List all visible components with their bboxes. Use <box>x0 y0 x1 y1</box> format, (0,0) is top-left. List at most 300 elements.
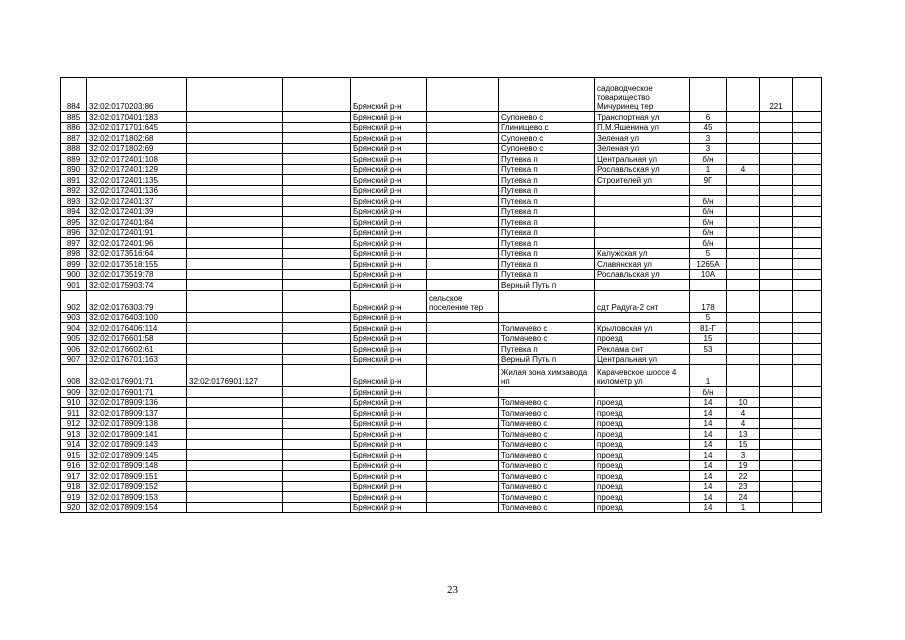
district-cell: Брянский р-н <box>351 280 427 291</box>
house-number-cell: 3 <box>690 143 727 154</box>
empty-cell <box>793 78 822 112</box>
street-cell: Центральная ул <box>595 354 690 365</box>
empty-cell <box>793 280 822 291</box>
table-row <box>61 280 822 291</box>
empty-cell <box>283 450 351 461</box>
street-cell: проезд <box>595 418 690 429</box>
empty-cell <box>793 217 822 228</box>
building-number-cell: 22 <box>727 471 760 482</box>
table-row <box>61 481 822 492</box>
cadastral-number-cell: 32:02:0178909:151 <box>87 471 187 482</box>
linked-cadastral-number-cell <box>187 323 283 334</box>
empty-cell <box>793 259 822 270</box>
street-cell: Транспортная ул <box>595 112 690 123</box>
street-cell: Рославльская ул <box>595 269 690 280</box>
locality-cell: Супонево с <box>499 112 595 123</box>
cadastral-number-cell: 32:02:0176602:61 <box>87 344 187 355</box>
cadastral-number-cell: 32:02:0178909:137 <box>87 408 187 419</box>
table-body <box>61 78 822 513</box>
table-row <box>61 429 822 440</box>
locality-cell: Толмачево с <box>499 429 595 440</box>
table-row <box>61 269 822 280</box>
table-row <box>61 387 822 398</box>
linked-cadastral-number-cell <box>187 408 283 419</box>
house-number-cell: 3 <box>690 133 727 144</box>
table-row <box>61 408 822 419</box>
empty-cell <box>283 133 351 144</box>
house-number-cell: 14 <box>690 408 727 419</box>
linked-cadastral-number-cell <box>187 492 283 503</box>
district-cell: Брянский р-н <box>351 164 427 175</box>
cadastral-number-cell: 32:02:0172401:129 <box>87 164 187 175</box>
apartment-number-cell <box>760 259 793 270</box>
street-cell <box>595 217 690 228</box>
district-cell: Брянский р-н <box>351 259 427 270</box>
row-number-cell: 890 <box>61 164 87 175</box>
apartment-number-cell <box>760 460 793 471</box>
empty-cell <box>283 418 351 429</box>
table-row <box>61 227 822 238</box>
cadastral-number-cell: 32:02:0176403:100 <box>87 312 187 323</box>
district-cell: Брянский р-н <box>351 185 427 196</box>
row-number-cell: 919 <box>61 492 87 503</box>
locality-cell: Толмачево с <box>499 333 595 344</box>
building-number-cell: 4 <box>727 164 760 175</box>
district-cell: Брянский р-н <box>351 112 427 123</box>
building-number-cell <box>727 333 760 344</box>
row-number-cell: 889 <box>61 154 87 165</box>
district-cell: Брянский р-н <box>351 290 427 312</box>
house-number-cell: б/н <box>690 154 727 165</box>
locality-cell: Толмачево с <box>499 408 595 419</box>
street-cell: проезд <box>595 408 690 419</box>
empty-cell <box>793 323 822 334</box>
empty-cell <box>793 122 822 133</box>
empty-cell <box>283 502 351 513</box>
table-row <box>61 175 822 186</box>
linked-cadastral-number-cell <box>187 112 283 123</box>
linked-cadastral-number-cell <box>187 175 283 186</box>
row-number-cell: 907 <box>61 354 87 365</box>
linked-cadastral-number-cell <box>187 333 283 344</box>
settlement-cell <box>427 112 499 123</box>
empty-cell <box>283 196 351 207</box>
building-number-cell <box>727 238 760 249</box>
apartment-number-cell <box>760 387 793 398</box>
settlement-cell <box>427 429 499 440</box>
linked-cadastral-number-cell <box>187 143 283 154</box>
empty-cell <box>793 133 822 144</box>
building-number-cell <box>727 323 760 334</box>
district-cell: Брянский р-н <box>351 269 427 280</box>
table-row <box>61 450 822 461</box>
building-number-cell <box>727 196 760 207</box>
table-row <box>61 312 822 323</box>
empty-cell <box>793 365 822 387</box>
house-number-cell: 10А <box>690 269 727 280</box>
settlement-cell <box>427 185 499 196</box>
cadastral-number-cell: 32:02:0172401:96 <box>87 238 187 249</box>
cadastral-number-cell: 32:02:0172401:39 <box>87 206 187 217</box>
apartment-number-cell <box>760 175 793 186</box>
district-cell: Брянский р-н <box>351 312 427 323</box>
building-number-cell: 19 <box>727 460 760 471</box>
apartment-number-cell <box>760 492 793 503</box>
linked-cadastral-number-cell <box>187 460 283 471</box>
locality-cell: Толмачево с <box>499 481 595 492</box>
apartment-number-cell <box>760 217 793 228</box>
linked-cadastral-number-cell <box>187 450 283 461</box>
house-number-cell: 1 <box>690 164 727 175</box>
house-number-cell: б/н <box>690 196 727 207</box>
street-cell: проезд <box>595 492 690 503</box>
apartment-number-cell <box>760 206 793 217</box>
linked-cadastral-number-cell <box>187 196 283 207</box>
apartment-number-cell <box>760 133 793 144</box>
cadastral-number-cell: 32:02:0173518:155 <box>87 259 187 270</box>
house-number-cell: 53 <box>690 344 727 355</box>
house-number-cell <box>690 78 727 112</box>
table-row <box>61 439 822 450</box>
building-number-cell <box>727 217 760 228</box>
row-number-cell: 917 <box>61 471 87 482</box>
empty-cell <box>793 439 822 450</box>
district-cell: Брянский р-н <box>351 354 427 365</box>
table-row <box>61 164 822 175</box>
row-number-cell: 910 <box>61 397 87 408</box>
apartment-number-cell <box>760 408 793 419</box>
empty-cell <box>283 323 351 334</box>
cadastral-number-cell: 32:02:0176406:114 <box>87 323 187 334</box>
row-number-cell: 911 <box>61 408 87 419</box>
cadastral-number-cell: 32:02:0172401:91 <box>87 227 187 238</box>
linked-cadastral-number-cell <box>187 217 283 228</box>
empty-cell <box>283 471 351 482</box>
cadastral-number-cell: 32:02:0170401:183 <box>87 112 187 123</box>
linked-cadastral-number-cell <box>187 502 283 513</box>
table-row <box>61 397 822 408</box>
empty-cell <box>793 227 822 238</box>
street-cell: Карачевское шоссе 4 километр ул <box>595 365 690 387</box>
row-number-cell: 886 <box>61 122 87 133</box>
empty-cell <box>793 481 822 492</box>
street-cell: проезд <box>595 333 690 344</box>
empty-cell <box>283 408 351 419</box>
property-register-table <box>60 77 822 513</box>
locality-cell: Толмачево с <box>499 323 595 334</box>
house-number-cell <box>690 185 727 196</box>
empty-cell <box>283 78 351 112</box>
street-cell <box>595 227 690 238</box>
linked-cadastral-number-cell <box>187 354 283 365</box>
settlement-cell <box>427 143 499 154</box>
street-cell: проезд <box>595 481 690 492</box>
table-row <box>61 502 822 513</box>
row-number-cell: 903 <box>61 312 87 323</box>
house-number-cell: 14 <box>690 439 727 450</box>
empty-cell <box>283 217 351 228</box>
cadastral-number-cell: 32:02:0173516:64 <box>87 248 187 259</box>
row-number-cell: 897 <box>61 238 87 249</box>
locality-cell: Верный Путь п <box>499 354 595 365</box>
empty-cell <box>283 280 351 291</box>
street-cell: Рославльская ул <box>595 164 690 175</box>
cadastral-number-cell: 32:02:0175903:74 <box>87 280 187 291</box>
empty-cell <box>283 460 351 471</box>
street-cell: Крыловская ул <box>595 323 690 334</box>
locality-cell: Толмачево с <box>499 492 595 503</box>
locality-cell <box>499 312 595 323</box>
street-cell: Зеленая ул <box>595 143 690 154</box>
apartment-number-cell <box>760 227 793 238</box>
table-row <box>61 344 822 355</box>
building-number-cell: 1 <box>727 502 760 513</box>
district-cell: Брянский р-н <box>351 418 427 429</box>
street-cell: Реклама снт <box>595 344 690 355</box>
street-cell: сдт Радуга-2 снт <box>595 290 690 312</box>
row-number-cell: 902 <box>61 290 87 312</box>
locality-cell: Толмачево с <box>499 502 595 513</box>
linked-cadastral-number-cell <box>187 290 283 312</box>
empty-cell <box>283 248 351 259</box>
settlement-cell <box>427 248 499 259</box>
empty-cell <box>793 164 822 175</box>
row-number-cell: 912 <box>61 418 87 429</box>
empty-cell <box>283 143 351 154</box>
apartment-number-cell <box>760 154 793 165</box>
empty-cell <box>283 492 351 503</box>
building-number-cell <box>727 312 760 323</box>
settlement-cell <box>427 481 499 492</box>
settlement-cell <box>427 312 499 323</box>
district-cell: Брянский р-н <box>351 323 427 334</box>
house-number-cell: б/н <box>690 227 727 238</box>
empty-cell <box>283 429 351 440</box>
linked-cadastral-number-cell <box>187 481 283 492</box>
house-number-cell: б/н <box>690 238 727 249</box>
cadastral-number-cell: 32:02:0172401:37 <box>87 196 187 207</box>
cadastral-number-cell: 32:02:0171802:69 <box>87 143 187 154</box>
house-number-cell: б/н <box>690 387 727 398</box>
settlement-cell <box>427 323 499 334</box>
street-cell <box>595 206 690 217</box>
building-number-cell <box>727 133 760 144</box>
empty-cell <box>283 290 351 312</box>
locality-cell: Путевка п <box>499 196 595 207</box>
locality-cell <box>499 290 595 312</box>
district-cell: Брянский р-н <box>351 481 427 492</box>
house-number-cell: 14 <box>690 418 727 429</box>
table-row <box>61 217 822 228</box>
empty-cell <box>793 269 822 280</box>
settlement-cell <box>427 133 499 144</box>
cadastral-number-cell: 32:02:0176303:79 <box>87 290 187 312</box>
row-number-cell: 899 <box>61 259 87 270</box>
empty-cell <box>793 397 822 408</box>
empty-cell <box>283 185 351 196</box>
settlement-cell <box>427 365 499 387</box>
district-cell: Брянский р-н <box>351 471 427 482</box>
table-row <box>61 112 822 123</box>
empty-cell <box>793 450 822 461</box>
settlement-cell <box>427 450 499 461</box>
table-row <box>61 122 822 133</box>
cadastral-number-cell: 32:02:0172401:108 <box>87 154 187 165</box>
district-cell: Брянский р-н <box>351 450 427 461</box>
cadastral-number-cell: 32:02:0178909:154 <box>87 502 187 513</box>
empty-cell <box>283 175 351 186</box>
locality-cell: Путевка п <box>499 175 595 186</box>
locality-cell: Толмачево с <box>499 460 595 471</box>
locality-cell: Путевка п <box>499 227 595 238</box>
locality-cell: Путевка п <box>499 269 595 280</box>
building-number-cell <box>727 280 760 291</box>
house-number-cell: 81-Г <box>690 323 727 334</box>
apartment-number-cell <box>760 418 793 429</box>
building-number-cell <box>727 154 760 165</box>
cadastral-number-cell: 32:02:0176701:163 <box>87 354 187 365</box>
house-number-cell: 14 <box>690 471 727 482</box>
locality-cell: Путевка п <box>499 344 595 355</box>
settlement-cell <box>427 492 499 503</box>
empty-cell <box>793 112 822 123</box>
apartment-number-cell <box>760 122 793 133</box>
empty-cell <box>283 259 351 270</box>
street-cell: Зеленая ул <box>595 133 690 144</box>
settlement-cell <box>427 196 499 207</box>
district-cell: Брянский р-н <box>351 154 427 165</box>
cadastral-number-cell: 32:02:0178909:148 <box>87 460 187 471</box>
district-cell: Брянский р-н <box>351 175 427 186</box>
row-number-cell: 908 <box>61 365 87 387</box>
settlement-cell <box>427 122 499 133</box>
empty-cell <box>793 492 822 503</box>
apartment-number-cell <box>760 280 793 291</box>
house-number-cell <box>690 354 727 365</box>
house-number-cell: 6 <box>690 112 727 123</box>
table-row <box>61 492 822 503</box>
empty-cell <box>793 143 822 154</box>
locality-cell: Путевка п <box>499 164 595 175</box>
district-cell: Брянский р-н <box>351 122 427 133</box>
cadastral-number-cell: 32:02:0172401:135 <box>87 175 187 186</box>
page-number: 23 <box>447 584 458 596</box>
settlement-cell <box>427 439 499 450</box>
table-row <box>61 154 822 165</box>
street-cell: Калужская ул <box>595 248 690 259</box>
cadastral-number-cell: 32:02:0178909:152 <box>87 481 187 492</box>
empty-cell <box>283 238 351 249</box>
linked-cadastral-number-cell <box>187 439 283 450</box>
settlement-cell <box>427 269 499 280</box>
district-cell: Брянский р-н <box>351 408 427 419</box>
locality-cell: Путевка п <box>499 206 595 217</box>
table-row <box>61 471 822 482</box>
street-cell <box>595 196 690 207</box>
locality-cell <box>499 78 595 112</box>
district-cell: Брянский р-н <box>351 344 427 355</box>
empty-cell <box>793 418 822 429</box>
locality-cell: Супонево с <box>499 143 595 154</box>
settlement-cell <box>427 154 499 165</box>
locality-cell: Толмачево с <box>499 418 595 429</box>
building-number-cell <box>727 175 760 186</box>
apartment-number-cell <box>760 439 793 450</box>
apartment-number-cell <box>760 248 793 259</box>
settlement-cell <box>427 408 499 419</box>
street-cell <box>595 185 690 196</box>
apartment-number-cell <box>760 290 793 312</box>
empty-cell <box>793 185 822 196</box>
settlement-cell <box>427 175 499 186</box>
row-number-cell: 892 <box>61 185 87 196</box>
settlement-cell <box>427 217 499 228</box>
apartment-number-cell <box>760 323 793 334</box>
cadastral-number-cell: 32:02:0178909:136 <box>87 397 187 408</box>
district-cell: Брянский р-н <box>351 248 427 259</box>
row-number-cell: 920 <box>61 502 87 513</box>
locality-cell: Толмачево с <box>499 450 595 461</box>
street-cell: проезд <box>595 397 690 408</box>
row-number-cell: 914 <box>61 439 87 450</box>
district-cell: Брянский р-н <box>351 238 427 249</box>
house-number-cell: 14 <box>690 460 727 471</box>
table-row <box>61 323 822 334</box>
cadastral-number-cell: 32:02:0176901:71 <box>87 387 187 398</box>
locality-cell: Супонево с <box>499 133 595 144</box>
row-number-cell: 893 <box>61 196 87 207</box>
cadastral-number-cell: 32:02:0176601:58 <box>87 333 187 344</box>
cadastral-number-cell: 32:02:0171802:68 <box>87 133 187 144</box>
linked-cadastral-number-cell <box>187 78 283 112</box>
house-number-cell: 9Г <box>690 175 727 186</box>
apartment-number-cell <box>760 196 793 207</box>
locality-cell: Путевка п <box>499 217 595 228</box>
house-number-cell: 14 <box>690 502 727 513</box>
empty-cell <box>793 429 822 440</box>
row-number-cell: 916 <box>61 460 87 471</box>
house-number-cell: 14 <box>690 450 727 461</box>
settlement-cell <box>427 227 499 238</box>
house-number-cell: 178 <box>690 290 727 312</box>
settlement-cell <box>427 259 499 270</box>
empty-cell <box>283 312 351 323</box>
locality-cell: Путевка п <box>499 238 595 249</box>
building-number-cell: 15 <box>727 439 760 450</box>
empty-cell <box>283 397 351 408</box>
building-number-cell <box>727 344 760 355</box>
district-cell: Брянский р-н <box>351 502 427 513</box>
street-cell <box>595 238 690 249</box>
house-number-cell: 1 <box>690 365 727 387</box>
house-number-cell: 14 <box>690 397 727 408</box>
street-cell: проезд <box>595 502 690 513</box>
empty-cell <box>793 312 822 323</box>
empty-cell <box>283 206 351 217</box>
apartment-number-cell: 221 <box>760 78 793 112</box>
locality-cell: Путевка п <box>499 185 595 196</box>
apartment-number-cell <box>760 354 793 365</box>
settlement-cell <box>427 502 499 513</box>
settlement-cell <box>427 460 499 471</box>
settlement-cell <box>427 354 499 365</box>
row-number-cell: 885 <box>61 112 87 123</box>
linked-cadastral-number-cell <box>187 471 283 482</box>
empty-cell <box>283 227 351 238</box>
empty-cell <box>793 290 822 312</box>
cadastral-number-cell: 32:02:0173519:78 <box>87 269 187 280</box>
empty-cell <box>283 481 351 492</box>
